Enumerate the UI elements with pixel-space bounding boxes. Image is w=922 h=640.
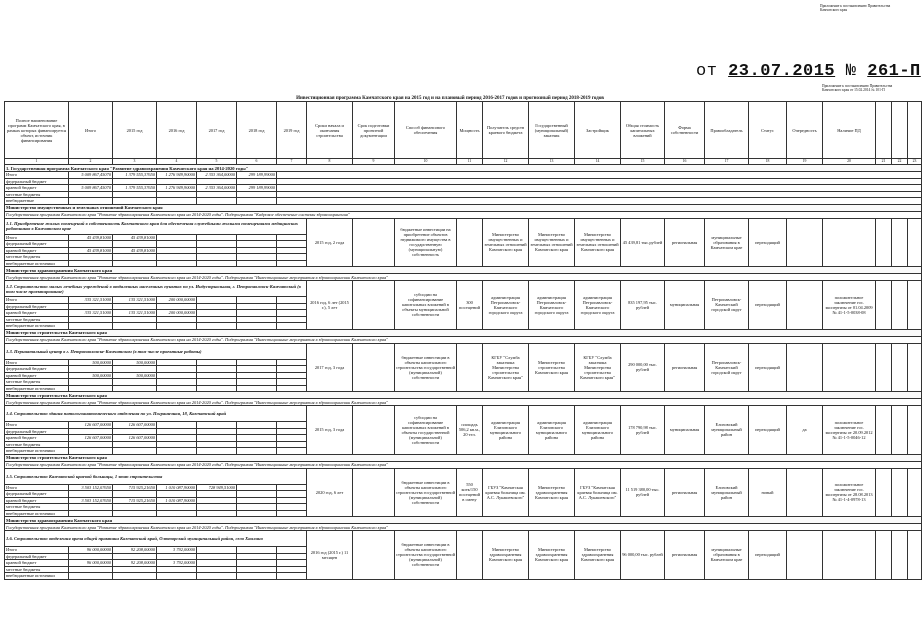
column-number: 11	[457, 159, 483, 165]
finance-value: 96 000,00000	[69, 560, 113, 567]
object-name: 1.3. Перинатальный центр в г. Петропавловске-Камчатском (в том числе проектные работы)	[5, 343, 307, 359]
finance-value: 5 009 867,45070	[69, 172, 113, 179]
finance-value: 2 353 364,00000	[197, 185, 237, 192]
column-number: 7	[277, 159, 307, 165]
department-name: Министерство имущественных и земельных отношений Камчатского края	[5, 204, 922, 211]
column-number: 8	[307, 159, 353, 165]
finance-value: 135 321,51000	[113, 297, 157, 304]
state-customer: администрация Петропавловск-Камчатского городского округа	[529, 281, 575, 330]
finance-label: Итого	[5, 547, 69, 554]
status: переходящий	[749, 531, 787, 580]
finance-label: Итого	[5, 422, 69, 429]
col-header: Общая стоимость капитальных вложений	[621, 102, 665, 159]
blank-cell	[892, 343, 908, 392]
column-number: 15	[621, 159, 665, 165]
finance-value: 135 321,51000	[113, 310, 157, 317]
finance-value: 3 792,00000	[157, 560, 197, 567]
finance-label: краевой бюджет	[5, 435, 69, 442]
column-number: 9	[353, 159, 395, 165]
object-name: 1.6. Строительство отделения врача общей практики Камчатский край, Олюторский муниципальный район, село Хаилино	[5, 531, 307, 547]
construction-terms: 2015 год, 3 года	[307, 406, 353, 455]
object-name: 1.5. Строительство Камчатской краевой больницы, 1 этап строительства	[5, 468, 307, 484]
finance-label: местные бюджеты	[5, 566, 69, 573]
subprogram-name: Государственная программа Камчатского края "Развитие здравоохранения Камчатского края на 2014-2020 годы". Подпрограмма "Инвестиционные мероприятия в здравоохранении Камчатского края"	[5, 336, 922, 343]
blank-cell	[892, 531, 908, 580]
funds-recipient: администрация Петропавловск-Камчатского городского округа	[483, 281, 529, 330]
blank-cell	[908, 531, 922, 580]
finance-label: краевой бюджет	[5, 372, 69, 379]
finance-value	[69, 573, 113, 580]
finance-value: 1 379 555,37650	[113, 172, 157, 179]
finance-value: 1 010 087,90000	[157, 484, 197, 491]
finance-label: Итого	[5, 359, 69, 366]
blank-cell	[908, 468, 922, 517]
blank-cell	[876, 218, 892, 267]
ownership-form: муниципальная	[665, 281, 705, 330]
priority: да	[787, 406, 823, 455]
finance-label: местные бюджеты	[5, 504, 69, 511]
state-customer: администрация Елизовского муниципального района	[529, 406, 575, 455]
header-top-note: Приложение к постановлению Правительства Камчатского края	[820, 4, 891, 13]
col-header: 2019 год	[277, 102, 307, 159]
col-header	[908, 102, 922, 159]
col-header: Застройщик	[575, 102, 621, 159]
object-name: 1.1. Приобретение жилых помещений в собственность Камчатского края для обеспечения служебными жилыми помещениями медицинских работников в Камчатском крае	[5, 218, 307, 234]
col-header: Способ финансового обеспечения	[395, 102, 457, 159]
design-documentation	[823, 343, 876, 392]
financing-method: субсидии на софинансирование капитальных вложений в объекты муниципальной собственности	[395, 281, 457, 330]
department-row	[5, 454, 922, 461]
construction-terms: 2015 год, 2 года	[307, 218, 353, 267]
col-header: Сроки начала и окончания строительства	[307, 102, 353, 159]
total-cost: 45 439,81 тыс.рублей	[621, 218, 665, 267]
document-date-line	[696, 62, 921, 81]
priority	[787, 343, 823, 392]
finance-value: 299 189,99000	[237, 172, 277, 179]
object-name: 1.2. Строительство малых лечебных учреждений в отдаленных населенных пунктах по ул. Индустриальная, г. Петропавловск-Камчатский (в том числе проектирование)	[5, 281, 307, 297]
column-number: 1	[5, 159, 69, 165]
finance-label: краевой бюджет	[5, 185, 69, 192]
finance-value: 126 607,00000	[113, 422, 157, 429]
column-number: 2	[69, 159, 113, 165]
date-prefix: от	[696, 62, 718, 81]
developer: администрация Петропавловск-Камчатского городского округа	[575, 281, 621, 330]
finance-label: внебюджетные источники	[5, 448, 69, 455]
column-number: 3	[113, 159, 157, 165]
column-number: 10	[395, 159, 457, 165]
finance-label: местные бюджеты	[5, 191, 69, 198]
financing-method: субсидии на софинансирование капитальных вложений в объекты государственной (муниципальной) собственности	[395, 406, 457, 455]
subprogram-row	[5, 399, 922, 406]
department-name: Министерство здравоохранения Камчатского края	[5, 517, 922, 524]
finance-value	[277, 573, 307, 580]
subprogram-name: Государственная программа Камчатского края "Развитие здравоохранения Камчатского края на 2014-2020 годы". Подпрограмма "Кадровое обеспечение системы здравоохранения"	[5, 211, 922, 218]
finance-label: внебюджетные источники	[5, 385, 69, 392]
design-docs-term	[353, 468, 395, 517]
object-title-row	[5, 281, 922, 297]
developer: администрация Елизовского муниципального района	[575, 406, 621, 455]
object-title-row	[5, 218, 922, 234]
blank-cell	[876, 281, 892, 330]
blank-cell	[908, 218, 922, 267]
finance-value: 3 503 152,07650	[69, 484, 113, 491]
finance-value: 715 925,21650	[113, 484, 157, 491]
finance-value: 500,00000	[113, 372, 157, 379]
finance-value: 500,00000	[113, 359, 157, 366]
column-number: 16	[665, 159, 705, 165]
finance-label: федеральный бюджет	[5, 428, 69, 435]
total-cost: 835 197,95 тыс. рублей	[621, 281, 665, 330]
finance-label: федеральный бюджет	[5, 366, 69, 373]
total-cost: 11 519 380,00 тыс. рублей	[621, 468, 665, 517]
finance-label: внебюджетные	[5, 198, 69, 205]
capacity	[457, 343, 483, 392]
finance-value: 126 607,00000	[69, 435, 113, 442]
priority	[787, 218, 823, 267]
finance-value: 299 189,99000	[237, 185, 277, 192]
subprogram-name: Государственная программа Камчатского края "Развитие здравоохранения Камчатского края на 2014-2020 годы". Подпрограмма "Инвестиционные мероприятия в здравоохранении Камчатского края"	[5, 461, 922, 468]
right-holder: Елизовский муниципальный район	[705, 406, 749, 455]
finance-label: внебюджетные источники	[5, 260, 69, 267]
column-number: 18	[749, 159, 787, 165]
subprogram-name: Государственная программа Камчатского края "Развитие здравоохранения Камчатского края на 2014-2020 годы". Подпрограмма "Инвестиционные мероприятия в здравоохранении Камчатского края"	[5, 274, 922, 281]
finance-value: 45 439,81000	[69, 234, 113, 241]
document-title: Инвестиционная программа Камчатского края на 2015 год и на плановый период 2016-2017 годов и прогнозный период 2018-2019 годов	[296, 96, 604, 101]
blank-cell	[908, 343, 922, 392]
investment-table-container	[4, 101, 917, 637]
finance-label: федеральный бюджет	[5, 491, 69, 498]
right-holder: Елизовский муниципальный район	[705, 468, 749, 517]
object-title-row	[5, 343, 922, 359]
column-number: 20	[823, 159, 876, 165]
capacity	[457, 531, 483, 580]
priority	[787, 281, 823, 330]
finance-label: Итого	[5, 297, 69, 304]
finance-value: 45 439,81000	[113, 247, 157, 254]
finance-value: 728 949,51000	[197, 484, 237, 491]
finance-value: 335 321,51000	[69, 297, 113, 304]
col-header: 2015 год	[113, 102, 157, 159]
financing-method: бюджетные инвестиции в объекты капитального строительства государственной (муниципальной) собственности	[395, 343, 457, 392]
developer: КГБУ "Служба заказчика Министерства строительства Камчатского края"	[575, 343, 621, 392]
department-row	[5, 517, 922, 524]
col-header	[876, 102, 892, 159]
program-title: 1. Государственная программа Камчатского края "Развитие здравоохранения Камчатского края на 2014-2020 годы"	[5, 165, 922, 172]
design-documentation: положительное заключение гос. экспертизы от 28.08.2013 № 41-1-4-0978-13	[823, 468, 876, 517]
department-row	[5, 267, 922, 274]
state-customer: Министерство строительства Камчатского края	[529, 343, 575, 392]
col-header: Полное наименование программ Камчатского края, в рамках которых финансируется объект, источник финансирования	[5, 102, 69, 159]
total-cost: 290 000,00 тыс. рублей	[621, 343, 665, 392]
department-row	[5, 204, 922, 211]
status: переходящий	[749, 281, 787, 330]
department-row	[5, 392, 922, 399]
column-number: 22	[892, 159, 908, 165]
finance-value	[237, 573, 277, 580]
col-header: Итого	[69, 102, 113, 159]
col-header: Государственный (муниципальный) заказчик	[529, 102, 575, 159]
design-documentation	[823, 531, 876, 580]
state-customer: Министерство здравоохранения Камчатского края	[529, 468, 575, 517]
header-right-note: Приложение к постановлению Правительства Камчатского края от 15.02.2014 № 101-П	[822, 84, 893, 93]
finance-value: 1 010 087,90000	[157, 497, 197, 504]
column-number: 4	[157, 159, 197, 165]
col-header: 2017 год	[197, 102, 237, 159]
status: переходящий	[749, 218, 787, 267]
funds-recipient: ГБУЗ "Камчатская краевая больница им. А.С. Лукашевского"	[483, 468, 529, 517]
financing-method: бюджетные инвестиции на приобретение объектов недвижимого имущества в государственную (муниципальную) собственность	[395, 218, 457, 267]
blank-cell	[892, 468, 908, 517]
subprogram-name: Государственная программа Камчатского края "Развитие здравоохранения Камчатского края на 2014-2020 годы". Подпрограмма "Инвестиционные мероприятия в здравоохранении Камчатского края"	[5, 524, 922, 531]
col-header	[892, 102, 908, 159]
object-name: 1.4. Строительство здания патологоанатомического отделения по ул. Пограничная, 18, Камчатский край	[5, 406, 307, 422]
finance-value: 3 503 152,07650	[69, 497, 113, 504]
ownership-form: региональная	[665, 468, 705, 517]
blank-cell	[876, 531, 892, 580]
right-holder: муниципальные образования в Камчатском крае	[705, 218, 749, 267]
blank-cell	[876, 343, 892, 392]
finance-value: 96 000,00000	[69, 547, 113, 554]
col-header: 2016 год	[157, 102, 197, 159]
capacity: 300 посещений	[457, 281, 483, 330]
design-documentation	[823, 218, 876, 267]
col-header: Срок подготовки проектной документации	[353, 102, 395, 159]
column-number: 12	[483, 159, 529, 165]
right-holder: муниципальные образования в Камчатском крае	[705, 531, 749, 580]
finance-value: 126 607,00000	[69, 422, 113, 429]
developer: ГБУЗ "Камчатская краевая больница им. А.С. Лукашевского"	[575, 468, 621, 517]
column-number: 6	[237, 159, 277, 165]
department-row	[5, 329, 922, 336]
blank-cell	[892, 281, 908, 330]
table-header-row	[5, 102, 922, 159]
design-documentation: положительное заключение гос. экспертизы от 20.09.2012 № 41-1-5-0046-12	[823, 406, 876, 455]
finance-value: 3 792,00000	[157, 547, 197, 554]
state-customer: Министерство имущественных и земельных отношений Камчатского края	[529, 218, 575, 267]
finance-label: краевой бюджет	[5, 497, 69, 504]
status: переходящий	[749, 406, 787, 455]
design-docs-term	[353, 406, 395, 455]
finance-value: 200 000,00000	[157, 297, 197, 304]
object-title-row	[5, 406, 922, 422]
finance-label: федеральный бюджет	[5, 303, 69, 310]
construction-terms: 2020 год, 6 лет	[307, 468, 353, 517]
finance-value: 500,00000	[69, 372, 113, 379]
subprogram-row	[5, 274, 922, 281]
finance-label: внебюджетные источники	[5, 323, 69, 330]
subprogram-row	[5, 461, 922, 468]
finance-label: местные бюджеты	[5, 316, 69, 323]
design-docs-term	[353, 531, 395, 580]
finance-value: 1 276 949,90000	[157, 185, 197, 192]
col-header: Правообладатель	[705, 102, 749, 159]
column-number: 23	[908, 159, 922, 165]
col-header: Очередность	[787, 102, 823, 159]
state-customer: Министерство здравоохранения Камчатского края	[529, 531, 575, 580]
blank-cell	[908, 406, 922, 455]
finance-label: федеральный бюджет	[5, 241, 69, 248]
column-number: 5	[197, 159, 237, 165]
department-name: Министерство строительства Камчатского края	[5, 392, 922, 399]
total-cost: 178 790,98 тыс. рублей	[621, 406, 665, 455]
blank-cell	[876, 468, 892, 517]
finance-label: Итого	[5, 234, 69, 241]
subprogram-row	[5, 336, 922, 343]
department-name: Министерство строительства Камчатского края	[5, 454, 922, 461]
subprogram-name: Государственная программа Камчатского края "Развитие здравоохранения Камчатского края на 2014-2020 годы". Подпрограмма "Инвестиционные мероприятия в здравоохранении Камчатского края"	[5, 399, 922, 406]
object-title-row	[5, 468, 922, 484]
developer: Министерство здравоохранения Камчатского края	[575, 531, 621, 580]
finance-value: 2 353 364,00000	[197, 172, 237, 179]
object-title-row	[5, 531, 922, 547]
blank-cell	[876, 406, 892, 455]
construction-terms: 2016 год (2015 г.) 11 месяцев	[307, 531, 353, 580]
finance-value	[157, 573, 197, 580]
blank-cell	[908, 281, 922, 330]
finance-label: Итого	[5, 172, 69, 179]
blank-cell	[892, 406, 908, 455]
col-header: Мощность	[457, 102, 483, 159]
finance-label: внебюджетные источники	[5, 510, 69, 517]
finance-label: местные бюджеты	[5, 379, 69, 386]
funds-recipient: Министерство здравоохранения Камчатского края	[483, 531, 529, 580]
column-number: 19	[787, 159, 823, 165]
construction-terms: 2016 год, 6 лет (2015 г.), 5 лет	[307, 281, 353, 330]
total-cost: 96 000,00 тыс. рублей	[621, 531, 665, 580]
col-header: Получатель средств краевого бюджета	[483, 102, 529, 159]
col-header: 2018 год	[237, 102, 277, 159]
design-docs-term	[353, 343, 395, 392]
finance-label: краевой бюджет	[5, 247, 69, 254]
finance-label: Итого	[5, 484, 69, 491]
priority	[787, 531, 823, 580]
finance-label: краевой бюджет	[5, 560, 69, 567]
funds-recipient: администрация Елизовского муниципального района	[483, 406, 529, 455]
investment-table	[4, 101, 922, 580]
col-header: Форма собственности	[665, 102, 705, 159]
finance-label: федеральный бюджет	[5, 178, 69, 185]
finance-value: 1 379 555,37650	[113, 185, 157, 192]
finance-value: 500,00000	[69, 359, 113, 366]
finance-label: федеральный бюджет	[5, 553, 69, 560]
document-number: 261-П	[867, 62, 921, 81]
finance-value: 45 439,81000	[113, 234, 157, 241]
blank-cell	[892, 218, 908, 267]
department-name: Министерство строительства Камчатского края	[5, 329, 922, 336]
capacity	[457, 218, 483, 267]
construction-terms: 2017 год, 3 года	[307, 343, 353, 392]
design-docs-term	[353, 218, 395, 267]
design-documentation: положительное заключение гос. экспертизы от 01.04.2009 № 41-1-5-0038-08	[823, 281, 876, 330]
ownership-form: региональная	[665, 218, 705, 267]
column-number: 17	[705, 159, 749, 165]
ownership-form: муниципальная	[665, 406, 705, 455]
finance-value: 200 000,00000	[157, 310, 197, 317]
right-holder: Петропавловск-Камчатский городской округ	[705, 281, 749, 330]
document-date: 23.07.2015	[728, 62, 836, 81]
financing-method: бюджетные инвестиции в объекты капитального строительства государственной (муниципальной) собственности	[395, 531, 457, 580]
finance-label: местные бюджеты	[5, 254, 69, 261]
col-header: Статус	[749, 102, 787, 159]
col-header: Наличие ПД	[823, 102, 876, 159]
column-number: 14	[575, 159, 621, 165]
finance-value: 126 607,00000	[113, 435, 157, 442]
funds-recipient: КГБУ "Служба заказчика Министерства строительства Камчатского края"	[483, 343, 529, 392]
finance-label: местные бюджеты	[5, 441, 69, 448]
right-holder: Петропавловск-Камчатский городской округ	[705, 343, 749, 392]
finance-value	[197, 573, 237, 580]
priority	[787, 468, 823, 517]
design-docs-term	[353, 281, 395, 330]
finance-value: 92 208,00000	[113, 547, 157, 554]
finance-value: 92 208,00000	[113, 560, 157, 567]
table-body	[5, 165, 922, 580]
subprogram-row	[5, 524, 922, 531]
column-number: 13	[529, 159, 575, 165]
status: переходящий	[749, 343, 787, 392]
financing-method: бюджетные инвестиции в объекты капитального строительства государственной (муниципальной) собственности	[395, 468, 457, 517]
finance-label: краевой бюджет	[5, 310, 69, 317]
subprogram-row	[5, 211, 922, 218]
funds-recipient: Министерство имущественных и земельных отношений Камчатского края	[483, 218, 529, 267]
finance-value: 335 321,51000	[69, 310, 113, 317]
finance-value: 715 925,21650	[113, 497, 157, 504]
capacity: площадь 506,2 кв.м., 20 тел.	[457, 406, 483, 455]
column-number: 21	[876, 159, 892, 165]
department-name: Министерство здравоохранения Камчатского края	[5, 267, 922, 274]
ownership-form: региональная	[665, 531, 705, 580]
finance-value: 5 009 867,45070	[69, 185, 113, 192]
capacity: 550 коек/150 посещений в смену	[457, 468, 483, 517]
finance-value	[113, 573, 157, 580]
developer: Министерство имущественных и земельных отношений Камчатского края	[575, 218, 621, 267]
program-title-row	[5, 165, 922, 172]
finance-label: внебюджетные источники	[5, 573, 69, 580]
finance-value: 45 439,81000	[69, 247, 113, 254]
finance-value: 1 276 949,90000	[157, 172, 197, 179]
status: новый	[749, 468, 787, 517]
number-sign: №	[845, 62, 857, 81]
ownership-form: региональная	[665, 343, 705, 392]
